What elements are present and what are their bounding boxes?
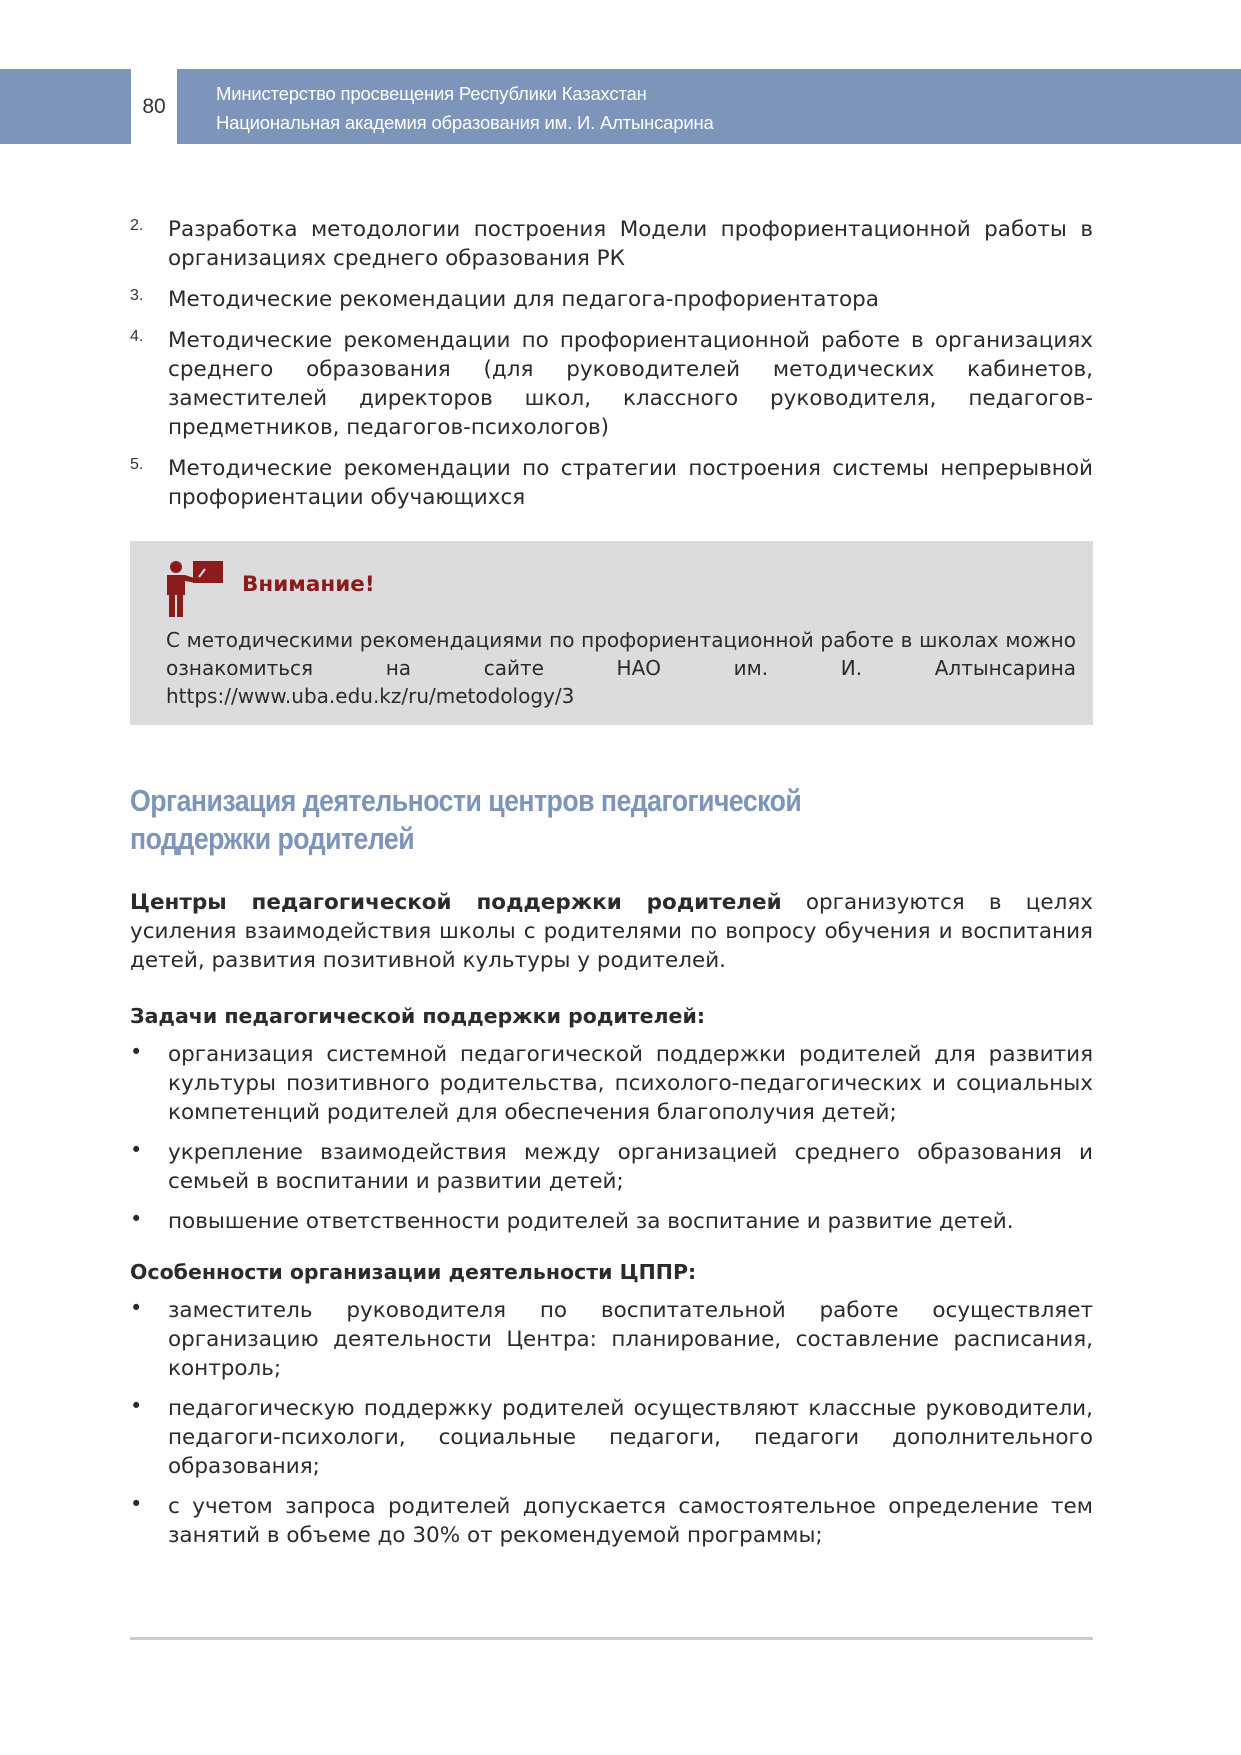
list-item-number: 2. [130,217,144,234]
list-item [130,215,1093,273]
section-heading-line: поддержки родителей [130,821,415,856]
list-item [130,1394,1093,1481]
notice-text: С методическими рекомендациями по профориентационной работе в школах можно ознакомиться на сайте НАО им. И. Алтынсарина https://www.uba.edu.kz/ru/metodology/3 [166,628,1076,708]
list-item-number: 5. [130,456,144,473]
header-line-academy: Национальная академия образования им. И. Алтынсарина [216,112,714,133]
section-heading-line: Организация деятельности центров педагогической [130,783,802,818]
page-number: 80 [131,69,177,144]
list-item-text: укрепление взаимодействия между организацией среднего образования и семьей в воспитании и развитии детей; [168,1140,1093,1194]
header-line-ministry: Министерство просвещения Республики Казахстан [216,83,647,104]
list-item-text: Разработка методологии построения Модели профориентационной работы в организациях среднего образования РК [168,217,1093,271]
notice-box [130,541,1093,725]
intro-bold-term: Центры педагогической поддержки родителей [130,890,782,915]
bullet-icon: • [130,1296,143,1320]
section-heading [130,782,904,858]
list-item [130,1040,1093,1127]
list-item-text: заместитель руководителя по воспитательной работе осуществляет организацию деятельности Центра: планирование, составление расписания, контроль; [168,1298,1093,1381]
list-item [130,1492,1093,1550]
list-item-text: Методические рекомендации для педагога-профориентатора [168,287,879,312]
list-item-text: Методические рекомендации по профориентационной работе в организациях среднего образования (для руководителей методических кабинетов, заместителей директоров школ, классного руководителя, педагогов-предметников, педагогов-психологов) [168,328,1093,440]
footer-divider [130,1637,1093,1640]
section-body [130,888,1093,1561]
list-item [130,1138,1093,1196]
list-item [130,1207,1093,1236]
features-list [130,1296,1093,1550]
list-item-number: 4. [130,328,144,345]
header-publisher [216,79,714,137]
bullet-icon: • [130,1492,143,1516]
tasks-heading: Задачи педагогической поддержки родителей: [130,1004,706,1028]
intro-rest: организуются в целях усиления взаимодействия школы с родителями по вопросу обучения и воспитания детей, развития позитивной культуры у родителей. [130,890,1093,973]
list-item-text: организация системной педагогической поддержки родителей для развития культуры позитивного родительства, психолого-педагогических и социальных компетенций родителей для обеспечения благополучия детей; [168,1042,1093,1125]
list-item-text: Методические рекомендации по стратегии построения системы непрерывной профориентации обучающихся [168,456,1093,510]
notice-title: Внимание! [242,572,375,597]
tasks-list [130,1040,1093,1236]
numbered-list [130,215,1093,524]
teacher-at-board-icon [163,559,225,619]
list-item [130,454,1093,512]
list-item-number: 3. [130,287,144,304]
list-item [130,1296,1093,1383]
bullet-icon: • [130,1394,143,1418]
bullet-icon: • [130,1207,143,1231]
list-item [130,285,1093,314]
bullet-icon: • [130,1040,143,1064]
list-item [130,326,1093,442]
intro-paragraph [130,888,1093,975]
features-heading: Особенности организации деятельности ЦППР: [130,1260,697,1284]
list-item-text: педагогическую поддержку родителей осуществляют классные руководители, педагоги-психологи, социальные педагоги, педагоги дополнительного образования; [168,1396,1093,1479]
bullet-icon: • [130,1138,143,1162]
list-item-text: повышение ответственности родителей за воспитание и развитие детей. [168,1209,1014,1234]
list-item-text: с учетом запроса родителей допускается самостоятельное определение тем занятий в объеме до 30% от рекомендуемой программы; [168,1494,1093,1548]
